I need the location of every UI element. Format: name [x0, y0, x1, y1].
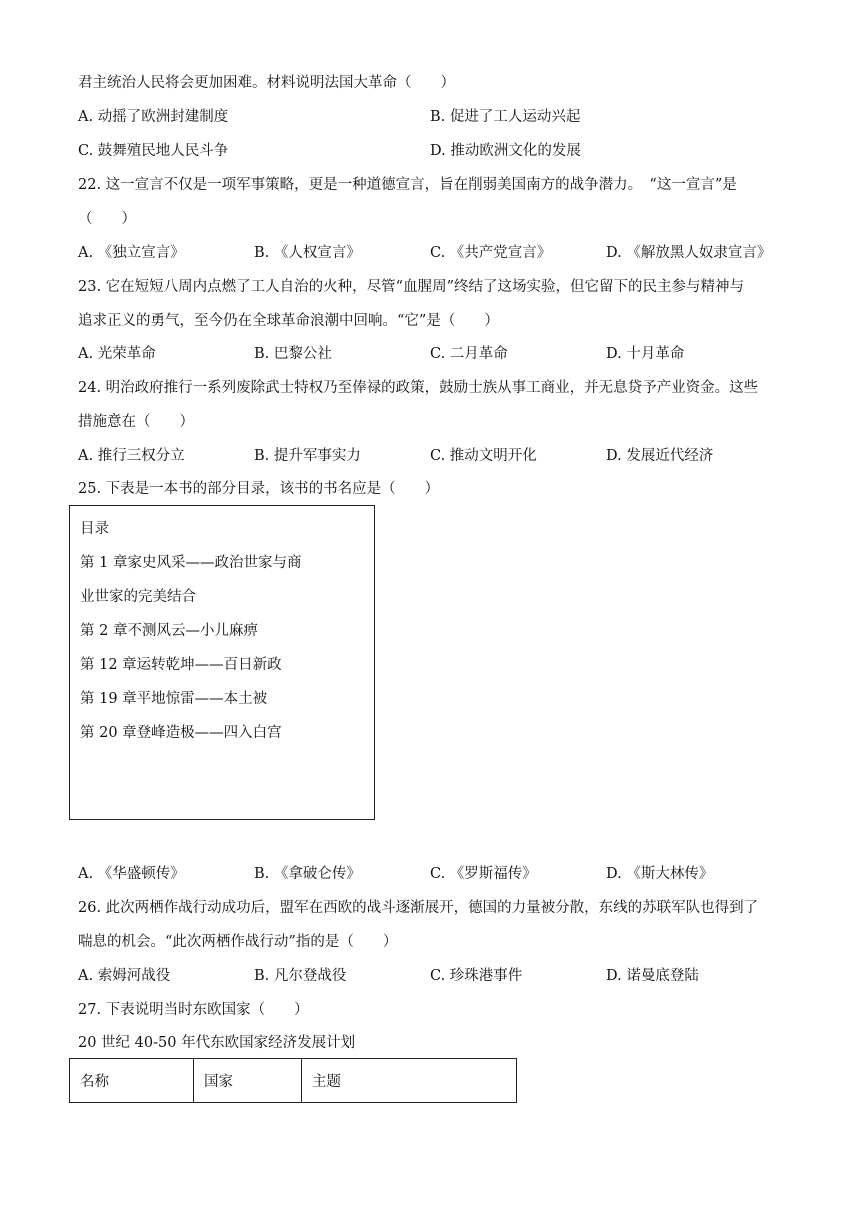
question-26-stem-cont: 喘息的机会。“此次两栖作战行动”指的是（ ） — [78, 934, 398, 950]
option-c[interactable]: C. 珍珠港事件 — [430, 968, 523, 984]
option-c[interactable]: C. 二月革命 — [430, 346, 508, 362]
option-b[interactable]: B. 凡尔登战役 — [254, 968, 347, 984]
option-d[interactable]: D. 发展近代经济 — [606, 448, 714, 464]
table-header-cell: 主题 — [302, 1059, 517, 1103]
question-22-stem-cont: （ ） — [78, 211, 136, 227]
option-d[interactable]: D. 诺曼底登陆 — [606, 968, 699, 984]
toc-line: 第 19 章平地惊雷——本土被 — [80, 691, 268, 707]
option-b[interactable]: B. 《人权宣言》 — [254, 245, 361, 261]
question-26-stem: 26. 此次两栖作战行动成功后，盟军在西欧的战斗逐渐展开，德国的力量被分散，东线的苏联军队也得到了 — [78, 900, 759, 916]
question-27-stem: 27. 下表说明当时东欧国家（ ） — [78, 1002, 309, 1018]
option-b[interactable]: B. 促进了工人运动兴起 — [430, 109, 581, 125]
option-c[interactable]: C. 鼓舞殖民地人民斗争 — [78, 143, 229, 159]
option-a[interactable]: A. 动摇了欧洲封建制度 — [78, 109, 229, 125]
option-c[interactable]: C. 《共产党宣言》 — [430, 245, 552, 261]
option-a[interactable]: A. 推行三权分立 — [78, 448, 185, 464]
question-23-stem: 23. 它在短短八周内点燃了工人自治的火种，尽管“血腥周”终结了这场实验，但它留下的民主参与精神与 — [78, 279, 744, 295]
question-stem-line: 君主统治人民将会更加困难。材料说明法国大革命（ ） — [78, 75, 455, 91]
question-22-stem: 22. 这一宣言不仅是一项军事策略，更是一种道德宣言，旨在削弱美国南方的战争潜力。 “这一宣言”是 — [78, 177, 737, 193]
table-header-cell: 名称 — [70, 1059, 194, 1103]
option-a[interactable]: A. 《华盛顿传》 — [78, 866, 185, 882]
option-d[interactable]: D. 十月革命 — [606, 346, 685, 362]
question-24-stem: 24. 明治政府推行一系列废除武士特权乃至俸禄的政策，鼓励士族从事工商业，并无息贷予产业资金。这些 — [78, 380, 759, 396]
option-d[interactable]: D. 《解放黑人奴隶宣言》 — [606, 245, 772, 261]
table-caption: 20 世纪 40-50 年代东欧国家经济发展计划 — [78, 1035, 356, 1051]
economic-plan-table — [69, 1058, 517, 1103]
option-a[interactable]: A. 光荣革命 — [78, 346, 156, 362]
option-b[interactable]: B. 巴黎公社 — [254, 346, 332, 362]
table-of-contents-box — [69, 505, 375, 820]
option-d[interactable]: D. 推动欧洲文化的发展 — [430, 143, 581, 159]
option-c[interactable]: C. 推动文明开化 — [430, 448, 537, 464]
toc-line: 业世家的完美结合 — [80, 589, 196, 605]
toc-line: 第 1 章家史风采——政治世家与商 — [80, 555, 302, 571]
option-b[interactable]: B. 《拿破仑传》 — [254, 866, 361, 882]
option-a[interactable]: A. 《独立宣言》 — [78, 245, 185, 261]
option-c[interactable]: C. 《罗斯福传》 — [430, 866, 537, 882]
table-header-cell: 国家 — [194, 1059, 302, 1103]
toc-line: 第 2 章不测风云—小儿麻痹 — [80, 623, 258, 639]
option-b[interactable]: B. 提升军事实力 — [254, 448, 361, 464]
toc-title: 目录 — [80, 521, 109, 537]
question-24-stem-cont: 措施意在（ ） — [78, 414, 194, 430]
question-23-stem-cont: 追求正义的勇气，至今仍在全球革命浪潮中回响。“它”是（ ） — [78, 313, 499, 329]
table-header-row — [70, 1059, 517, 1103]
question-25-stem: 25. 下表是一本书的部分目录，该书的书名应是（ ） — [78, 481, 440, 497]
option-a[interactable]: A. 索姆河战役 — [78, 968, 171, 984]
option-d[interactable]: D. 《斯大林传》 — [606, 866, 714, 882]
toc-line: 第 20 章登峰造极——四入白宫 — [80, 725, 282, 741]
toc-line: 第 12 章运转乾坤——百日新政 — [80, 657, 282, 673]
